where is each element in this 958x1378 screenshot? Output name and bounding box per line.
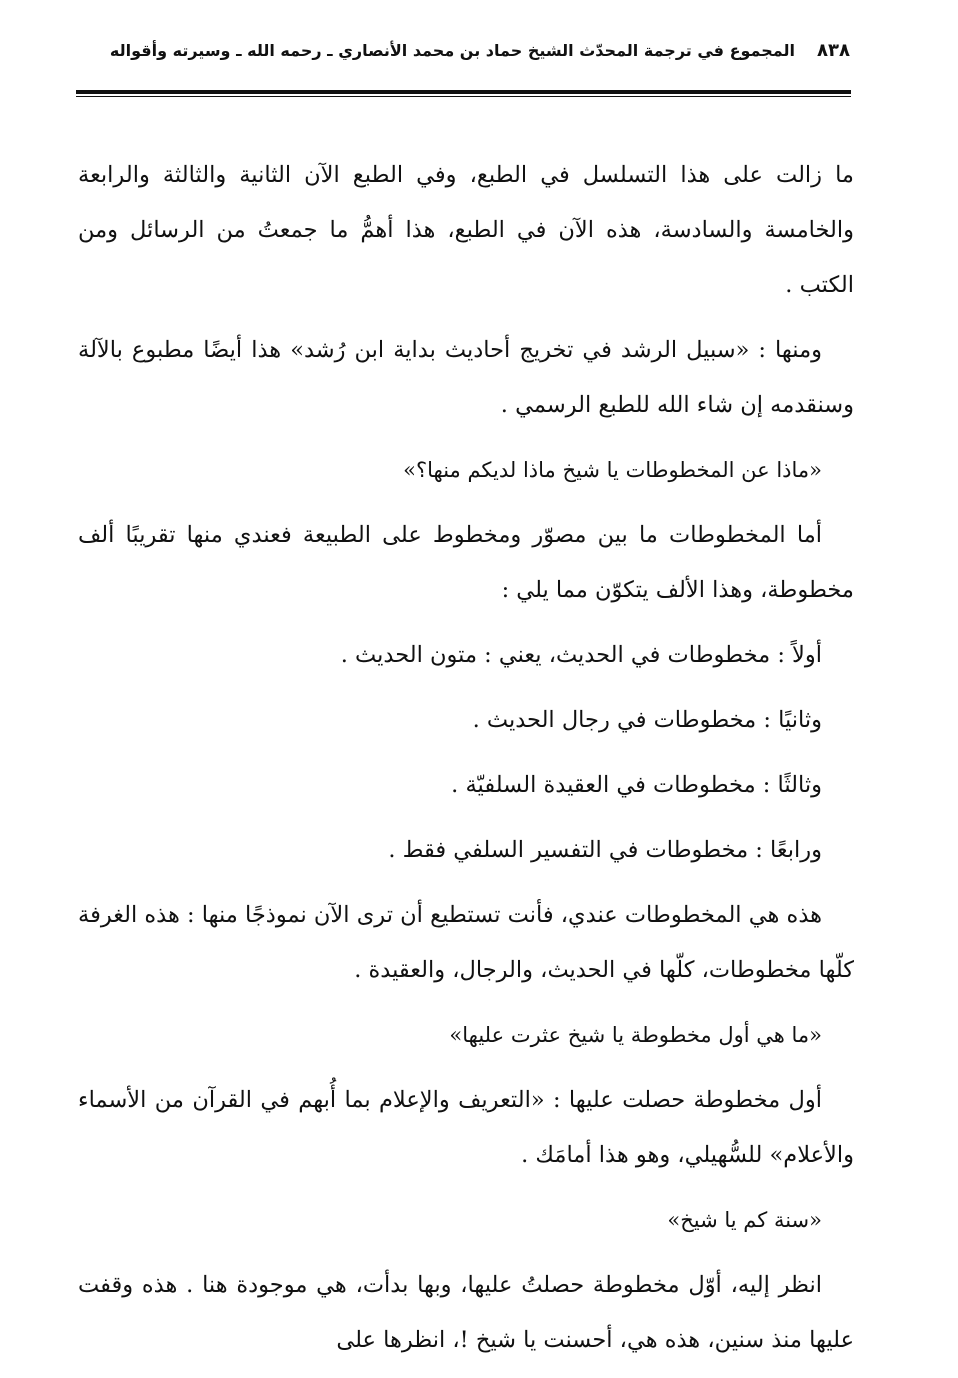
paragraph: أول مخطوطة حصلت عليها : «التعريف والإعلام بما أُبهم في القرآن من الأسماء والأعلام» للسُّهيلي، وهو هذا أمامَك . (78, 1087, 854, 1168)
interview-question: «سنة كم يا شيخ» (667, 1208, 822, 1232)
list-item: ورابعًا : مخطوطات في التفسير السلفي فقط . (388, 837, 822, 863)
list-item: وثالثًا : مخطوطات في العقيدة السلفيّة . (451, 772, 822, 798)
page-body (78, 148, 854, 1378)
paragraph: انظر إليه، أوّل مخطوطة حصلتُ عليها، وبها بدأت، هي موجودة هنا . هذه وقفت عليها منذ سنين، هذه هي، أحسنت يا شيخ !، انظرها على (78, 1272, 854, 1353)
paragraph: ما زالت على هذا التسلسل في الطبع، وفي الطبع الآن الثانية والثالثة والرابعة والخامسة والسادسة، هذه الآن في الطبع، هذا أهمُّ ما جمعتُ من الرسائل ومن الكتب . (78, 162, 854, 298)
interview-question: «ما هي أول مخطوطة يا شيخ عثرت عليها» (449, 1023, 822, 1047)
paragraph: ومنها : «سبيل الرشد في تخريج أحاديث بداية ابن رُشد» هذا أيضًا مطبوع بالآلة وسنقدمه إن شاء الله للطبع الرسمي . (78, 337, 854, 418)
list-item: أولاً : مخطوطات في الحديث، يعني : متون الحديث . (340, 642, 822, 668)
interview-question: «ماذا عن المخطوطات يا شيخ ماذا لديكم منها؟» (403, 458, 822, 482)
header-rule-thick (76, 90, 851, 94)
running-header (75, 30, 850, 70)
paragraph: أما المخطوطات ما بين مصوّر ومخطوط على الطبيعة فعندي منها تقريبًا ألف مخطوطة، وهذا الألف يتكوّن مما يلي : (78, 522, 854, 603)
header-rule-thin (76, 96, 851, 97)
book-title: المجموع في ترجمة المحدّث الشيخ حماد بن محمد الأنصاري ـ رحمه الله ـ وسيرته وأقواله (109, 40, 796, 60)
paragraph: هذه هي المخطوطات عندي، فأنت تستطيع أن ترى الآن نموذجًا منها : هذه الغرفة كلّها مخطوطات، كلّها في الحديث، والرجال، والعقيدة . (78, 902, 854, 983)
list-item: وثانيًا : مخطوطات في رجال الحديث . (472, 707, 822, 733)
page-number: ٨٣٨ (817, 39, 850, 61)
